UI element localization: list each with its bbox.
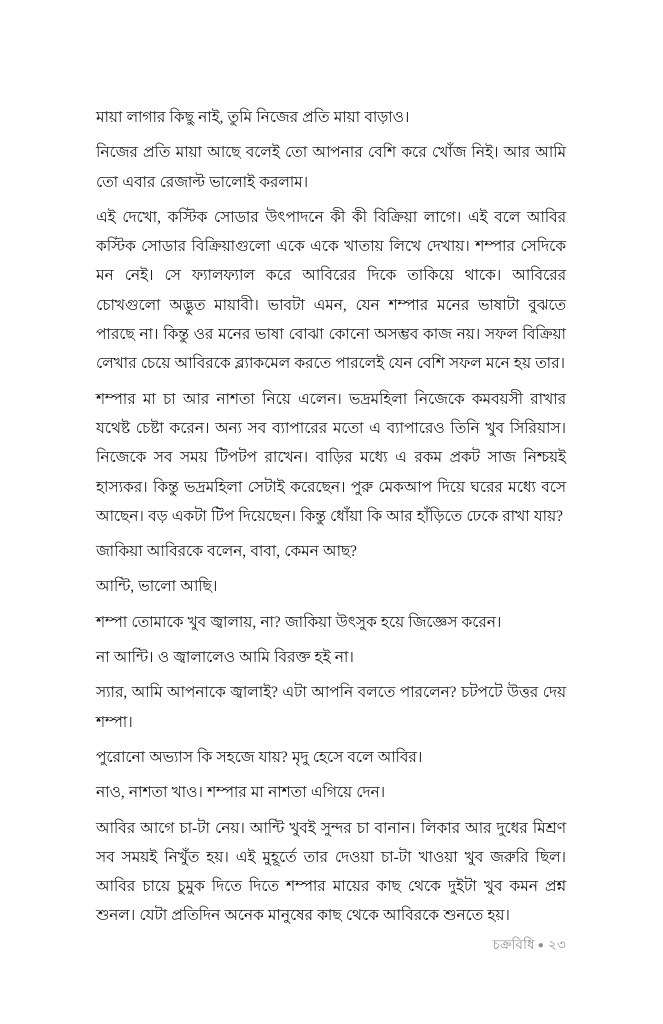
paragraph: মায়া লাগার কিছু নাই, তুমি নিজের প্রতি মায়া বাড়াও। <box>96 109 410 126</box>
bullet-separator-icon: ● <box>537 940 545 951</box>
paragraph: নিজের প্রতি মায়া আছে বলেই তো আপনার বেশি করে খোঁজ নিই। আর আমি তো এবার রেজাল্ট ভালোই করলাম। <box>96 144 566 191</box>
paragraph: আন্টি, ভালো আছি। <box>96 578 218 596</box>
page-number: ২৩ <box>548 937 566 952</box>
book-title: চক্রবিধি <box>492 937 535 952</box>
page-footer <box>96 936 566 955</box>
paragraph: শম্পা তোমাকে খুব জ্বালায়, না? জাকিয়া উৎসুক হয়ে জিজ্ঞেস করেন। <box>96 613 502 631</box>
paragraph: নাও, নাশতা খাও। শম্পার মা নাশতা এগিয়ে দেন। <box>96 784 386 802</box>
paragraph: স্যার, আমি আপনাকে জ্বালাই? এটা আপনি বলতে পারলেন? চটপটে উত্তর দেয় শম্পা। <box>96 684 566 731</box>
page-body-text <box>96 103 566 937</box>
paragraph: না আন্টি। ও জ্বালালেও আমি বিরক্ত হই না। <box>96 649 354 667</box>
paragraph: পুরোনো অভ্যাস কি সহজে যায়? মৃদু হেসে বলে আবির। <box>96 748 423 766</box>
paragraph: আবির আগে চা-টা নেয়। আন্টি খুবই সুন্দর চা বানান। লিকার আর দুধের মিশ্রণ সব সময়ই নিখুঁত হয়। এই মুহূর্তে তার দেওয়া চা-টা খাওয়া খুব জরুরি ছিল। আবির চায়ে চুমুক দিতে দিতে শম্পার মায়ের কাছ থেকে দুইটা খুব কমন প্রশ্ন শুনল। যেটা প্রতিদিন অনেক মানুষের কাছ থেকে আবিরকে শুনতে হয়। <box>96 819 566 925</box>
paragraph: এই দেখো, কস্টিক সোডার উৎপাদনে কী কী বিক্রিয়া লাগে। এই বলে আবির কস্টিক সোডার বিক্রিয়াগুলো একে একে খাতায় লিখে দেখায়। শম্পার সেদিকে মন নেই। সে ফ্যালফ্যাল করে আবিরের দিকে তাকিয়ে থাকে। আবিরের চোখগুলো অদ্ভুত মায়াবী। ভাবটা এমন, যেন শম্পার মনের ভাষাটা বুঝতে পারছে না। কিন্তু ওর মনের ভাষা বোঝা কোনো অসম্ভব কাজ নয়। সফল বিক্রিয়া লেখার চেয়ে আবিরকে ব্ল্যাকমেল করতে পারলেই যেন বেশি সফল মনে হয় তার। <box>96 208 566 373</box>
paragraph: শম্পার মা চা আর নাশতা নিয়ে এলেন। ভদ্রমহিলা নিজেকে কমবয়সী রাখার যথেষ্ট চেষ্টা করেন। অন্য সব ব্যাপারের মতো এ ব্যাপারেও তিনি খুব সিরিয়াস। নিজেকে সব সময় টিপটপ রাখেন। বাড়ির মধ্যে এ রকম প্রকট সাজ নিশ্চয়ই হাস্যকর। কিন্তু ভদ্রমহিলা সেটাই করেছেন। পুরু মেকআপ দিয়ে ঘরের মধ্যে বসে আছেন। বড় একটা টিপ দিয়েছেন। কিন্তু ধোঁয়া কি আর হাঁড়িতে ঢেকে রাখা যায়? <box>96 390 566 525</box>
paragraph: জাকিয়া আবিরকে বলেন, বাবা, কেমন আছ? <box>96 543 357 561</box>
